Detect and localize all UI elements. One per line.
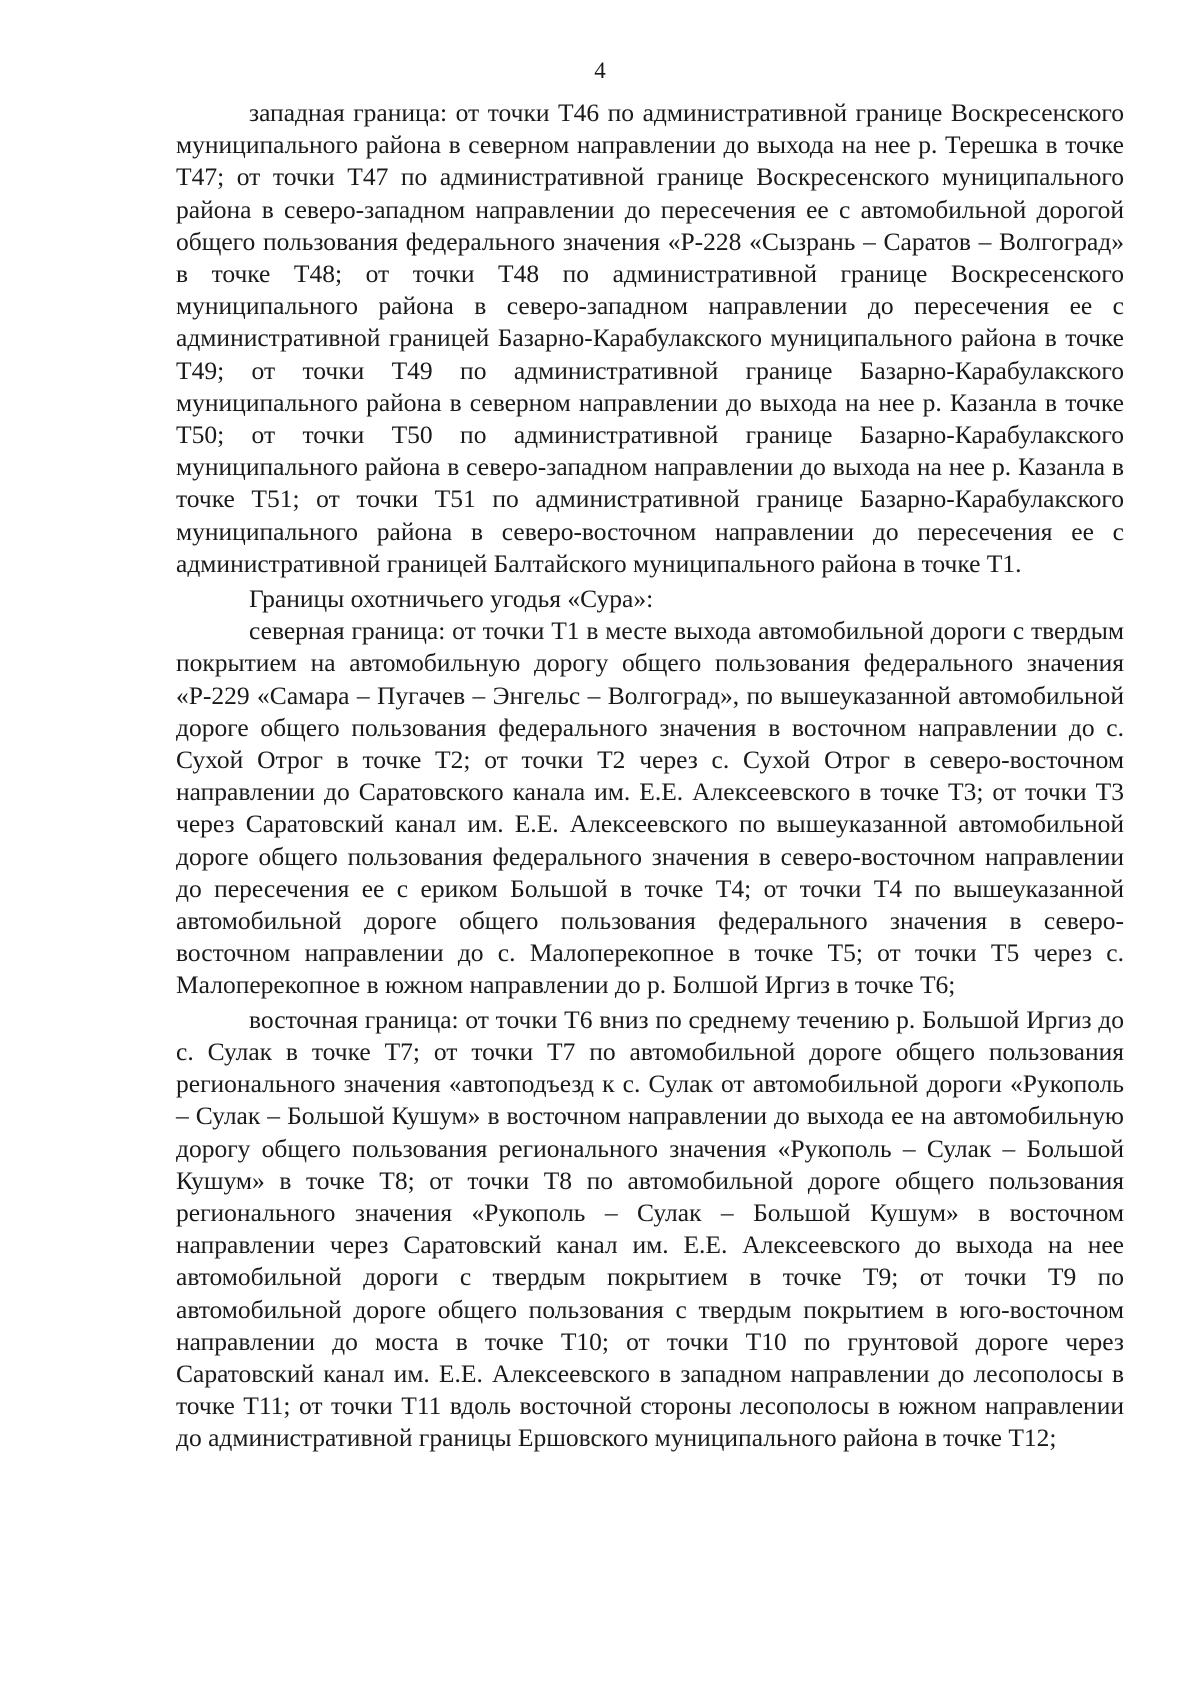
- paragraph-sura-heading: Границы охотничьего угодья «Сура»:: [249, 584, 654, 614]
- paragraph-eastern-boundary: восточная граница: от точки Т6 вниз по среднему течению р. Большой Иргиз до с. Сулак в точке Т7; от точки Т7 по автомобильной дороге общего пользования регионального значения «автоподъезд к с. Сулак от автомобильной дороги «Рукополь – Сулак – Большой Кушум» в восточном направлении до выхода ее на автомобильную дорогу общего пользования регионального значения «Рукополь – Сулак – Большой Кушум» в точке Т8; от точки Т8 по автомобильной дороге общего пользования регионального значения «Рукополь – Сулак – Большой Кушум» в восточном направлении через Саратовский канал им. Е.Е. Алексеевского до выхода на нее автомобильной дороги с твердым покрытием в точке Т9; от точки Т9 по автомобильной дороге общего пользования с твердым покрытием в юго-восточном направлении до моста в точке Т10; от точки Т10 по грунтовой дороге через Саратовский канал им. Е.Е. Алексеевского в западном направлении до лесополосы в точке Т11; от точки Т11 вдоль восточной стороны лесополосы в южном направлении до административной границы Ершовского муниципального района в точке Т12;: [176, 1004, 1124, 1453]
- document-body: [176, 97, 1124, 1455]
- paragraph-western-boundary: западная граница: от точки Т46 по административной границе Воскресенского муниципального района в северном направлении до выхода на нее р. Терешка в точке Т47; от точки Т47 по административной границе Воскресенского муниципального района в северо-западном направлении до пересечения ее с автомобильной дорогой общего пользования федерального значения «Р-228 «Сызрань – Саратов – Волгоград» в точке Т48; от точки Т48 по административной границе Воскресенского муниципального района в северо-западном направлении до пересечения ее с административной границей Базарно-Карабулакского муниципального района в точке Т49; от точки Т49 по административной границе Базарно-Карабулакского муниципального района в северном направлении до выхода на нее р. Казанла в точке Т50; от точки Т50 по административной границе Базарно-Карабулакского муниципального района в северо-западном направлении до выхода на нее р. Казанла в точке Т51; от точки Т51 по административной границе Базарно-Карабулакского муниципального района в северо-восточном направлении до пересечения ее с административной границей Балтайского муниципального района в точке Т1.: [176, 98, 1124, 578]
- paragraph-northern-boundary: северная граница: от точки Т1 в месте выхода автомобильной дороги с твердым покрытием на автомобильную дорогу общего пользования федерального значения «Р-229 «Самара – Пугачев – Энгельс – Волгоград», по вышеуказанной автомобильной дороге общего пользования федерального значения в восточном направлении до с. Сухой Отрог в точке Т2; от точки Т2 через с. Сухой Отрог в северо-восточном направлении до Саратовского канала им. Е.Е. Алексеевского в точке Т3; от точки Т3 через Саратовский канал им. Е.Е. Алексеевского по вышеуказанной автомобильной дороге общего пользования федерального значения в северо-восточном направлении до пересечения ее с ериком Большой в точке Т4; от точки Т4 по вышеуказанной автомобильной дороге общего пользования федерального значения в северо-восточном направлении до с. Малоперекопное в точке Т5; от точки Т5 через с. Малоперекопное в южном направлении до р. Болшой Иргиз в точке Т6;: [176, 616, 1124, 1000]
- page-number: 4: [594, 58, 606, 83]
